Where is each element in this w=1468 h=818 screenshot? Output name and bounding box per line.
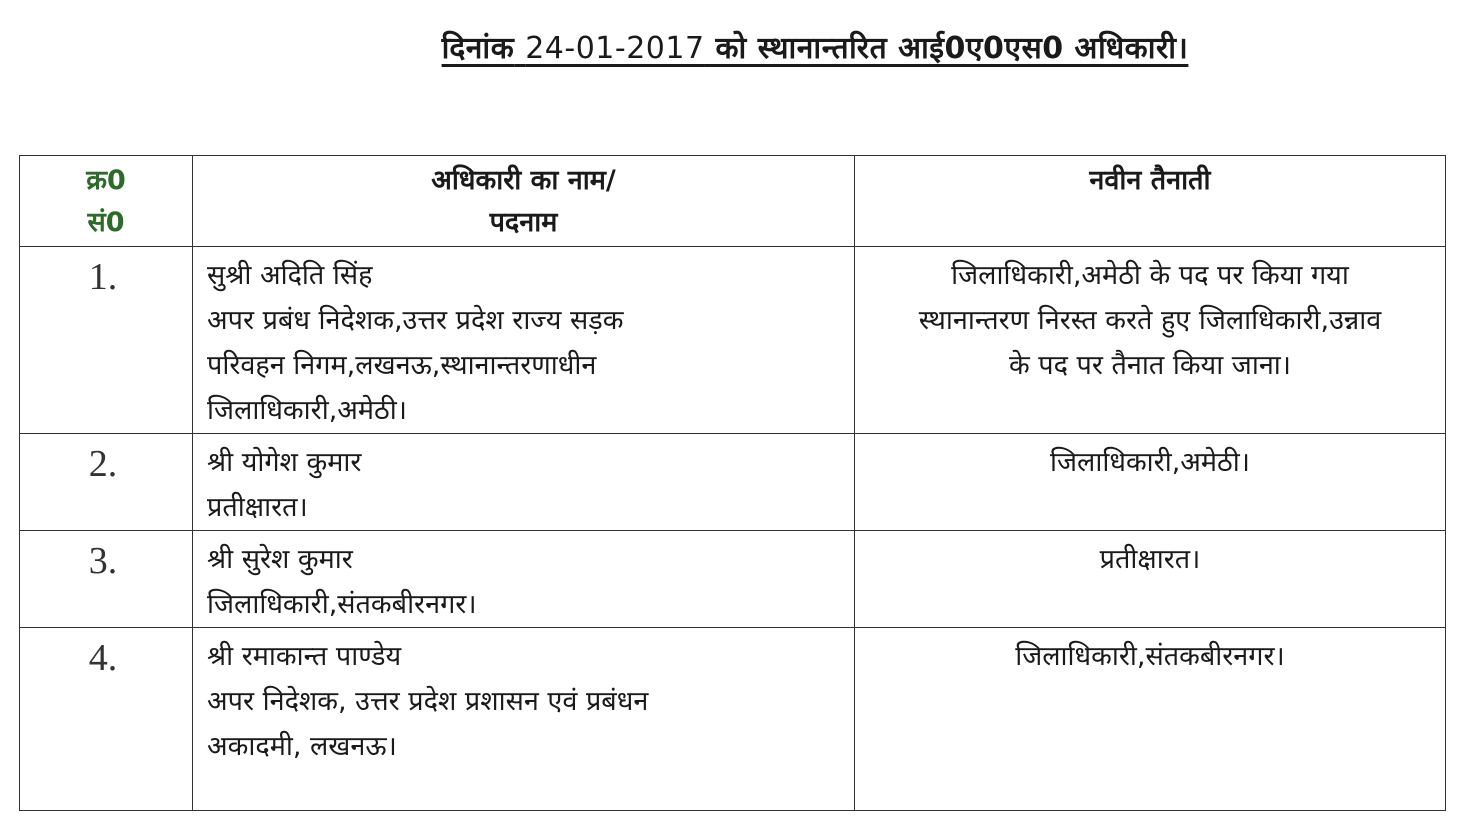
officer-designation-line: जिलाधिकारी,अमेठी। <box>207 395 407 426</box>
table-row <box>20 247 1446 434</box>
officer-designation-line: अकादमी, लखनऊ। <box>207 731 397 762</box>
officer-designation-line: प्रतीक्षारत। <box>207 492 308 523</box>
posting-header <box>855 156 1446 247</box>
posting-line: जिलाधिकारी,अमेठी के पद पर किया गया <box>951 260 1349 291</box>
officer-name: श्री रमाकान्त पाण्डेय <box>207 641 402 672</box>
serial-header <box>20 156 193 247</box>
officer-name: श्री सुरेश कुमार <box>207 544 353 575</box>
table-row <box>20 628 1446 811</box>
officer-designation-line: अपर निदेशक, उत्तर प्रदेश प्रशासन एवं प्रबंधन <box>207 686 649 717</box>
name-header <box>193 156 855 247</box>
posting-line: प्रतीक्षारत। <box>1099 544 1201 575</box>
name-header-line1: अधिकारी का नाम/ <box>431 165 616 196</box>
new-posting-cell <box>855 434 1446 531</box>
posting-line: जिलाधिकारी,अमेठी। <box>1050 447 1250 478</box>
serial-number: 2. <box>20 434 193 531</box>
serial-number: 4. <box>20 628 193 811</box>
officer-cell <box>193 434 855 531</box>
title-date: 24-01-2017 <box>525 31 705 66</box>
table-row <box>20 434 1446 531</box>
new-posting-cell <box>855 247 1446 434</box>
officer-name: सुश्री अदिति सिंह <box>207 260 373 291</box>
serial-number: 1. <box>20 247 193 434</box>
table-header-row <box>20 156 1446 247</box>
new-posting-cell <box>855 531 1446 628</box>
officer-designation-line: अपर प्रबंध निदेशक,उत्तर प्रदेश राज्य सड़क <box>207 305 624 336</box>
officer-name: श्री योगेश कुमार <box>207 447 362 478</box>
posting-line: स्थानान्तरण निरस्त करते हुए जिलाधिकारी,उन्नाव <box>918 305 1382 336</box>
transfer-table <box>19 155 1446 811</box>
officer-designation-line: जिलाधिकारी,संतकबीरनगर। <box>207 589 477 620</box>
name-header-line2: पदनाम <box>489 207 558 238</box>
title-prefix: दिनांक <box>441 31 515 66</box>
document-title <box>0 26 1468 67</box>
title-suffix: को स्थानान्तरित आई0ए0एस0 अधिकारी। <box>715 31 1189 66</box>
officer-cell <box>193 247 855 434</box>
serial-header-line1: क्र0 <box>86 165 126 196</box>
serial-number: 3. <box>20 531 193 628</box>
table-row <box>20 531 1446 628</box>
posting-line: के पद पर तैनात किया जाना। <box>1008 350 1292 381</box>
posting-line: जिलाधिकारी,संतकबीरनगर। <box>1015 641 1285 672</box>
officer-cell <box>193 628 855 811</box>
posting-header-text: नवीन तैनाती <box>1089 165 1211 196</box>
officer-cell <box>193 531 855 628</box>
officer-designation-line: परिवहन निगम,लखनऊ,स्थानान्तरणाधीन <box>207 350 597 381</box>
serial-header-line2: सं0 <box>87 207 125 238</box>
new-posting-cell <box>855 628 1446 811</box>
